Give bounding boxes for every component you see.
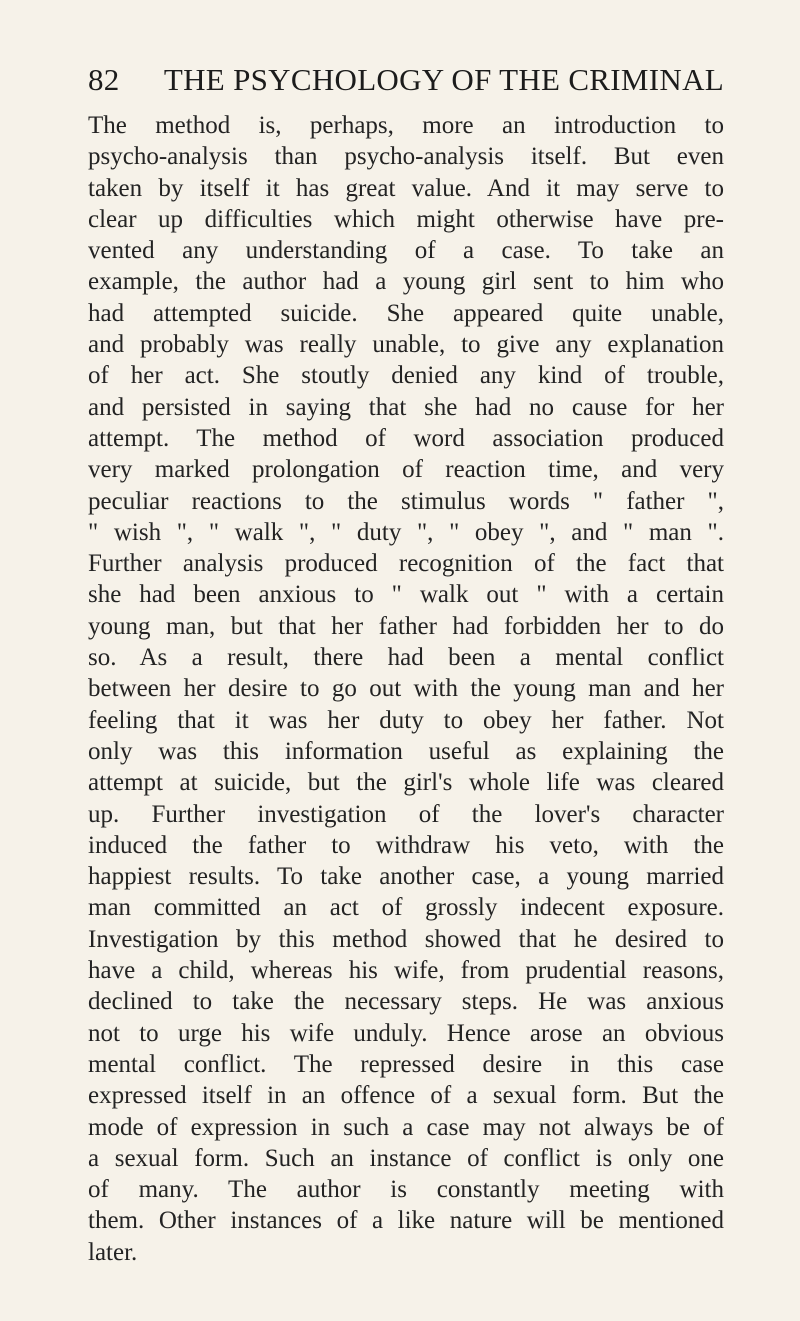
running-header bbox=[88, 60, 724, 100]
text-line: up. Further investigation of the lover's character bbox=[88, 800, 724, 828]
text-line: vented any understanding of a case. To take an bbox=[88, 237, 724, 265]
text-line: of many. The author is constantly meeting with bbox=[88, 1176, 724, 1204]
text-line: expressed itself in an offence of a sexual form. But the bbox=[88, 1082, 724, 1110]
text-line: and probably was really unable, to give any explanation bbox=[88, 331, 724, 359]
text-line: a sexual form. Such an instance of conflict is only one bbox=[88, 1144, 724, 1172]
text-line: young man, but that her father had forbidden her to do bbox=[88, 612, 724, 640]
text-line: only was this information useful as explaining the bbox=[88, 737, 724, 765]
text-line: feeling that it was her duty to obey her father. Not bbox=[88, 706, 724, 734]
text-line: declined to take the necessary steps. He was anxious bbox=[88, 988, 724, 1016]
text-line: mental conflict. The repressed desire in this case bbox=[88, 1050, 724, 1078]
text-line: them. Other instances of a like nature will be mentioned bbox=[88, 1207, 724, 1235]
text-line: very marked prolongation of reaction time, and very bbox=[88, 456, 724, 484]
text-line: peculiar reactions to the stimulus words " father ", bbox=[88, 487, 724, 515]
text-line: of her act. She stoutly denied any kind of trouble, bbox=[88, 362, 724, 390]
text-line: attempt. The method of word association produced bbox=[88, 424, 724, 452]
text-line: man committed an act of grossly indecent exposure. bbox=[88, 894, 724, 922]
running-title: THE PSYCHOLOGY OF THE CRIMINAL bbox=[163, 62, 724, 97]
text-line: and persisted in saying that she had no cause for her bbox=[88, 393, 724, 421]
text-line: mode of expression in such a case may not always be of bbox=[88, 1113, 724, 1141]
text-line: between her desire to go out with the young man and her bbox=[88, 675, 724, 703]
page-number: 82 bbox=[88, 62, 120, 97]
text-line: had attempted suicide. She appeared quite unable, bbox=[88, 299, 724, 327]
text-line: later. bbox=[88, 1238, 138, 1266]
text-line: psycho-analysis than psycho-analysis itself. But even bbox=[88, 143, 724, 171]
text-line: attempt at suicide, but the girl's whole life was cleared bbox=[88, 769, 724, 797]
text-line: not to urge his wife unduly. Hence arose an obvious bbox=[88, 1019, 724, 1047]
text-line: have a child, whereas his wife, from prudential reasons, bbox=[88, 957, 724, 985]
text-line: Investigation by this method showed that he desired to bbox=[88, 925, 724, 953]
text-line: taken by itself it has great value. And it may serve to bbox=[88, 174, 724, 202]
text-line: clear up difficulties which might otherwise have pre- bbox=[88, 205, 724, 233]
text-line: she had been anxious to " walk out " with a certain bbox=[88, 581, 724, 609]
text-line: happiest results. To take another case, a young married bbox=[88, 863, 724, 891]
text-line: Further analysis produced recognition of the fact that bbox=[88, 550, 724, 578]
body-paragraph bbox=[88, 110, 724, 1268]
text-line: example, the author had a young girl sent to him who bbox=[88, 268, 724, 296]
text-line: so. As a result, there had been a mental conflict bbox=[88, 644, 724, 672]
text-line: " wish ", " walk ", " duty ", " obey ", and " man ". bbox=[88, 518, 724, 546]
text-line: induced the father to withdraw his veto, with the bbox=[88, 831, 724, 859]
text-line: The method is, perhaps, more an introduction to bbox=[88, 112, 724, 139]
